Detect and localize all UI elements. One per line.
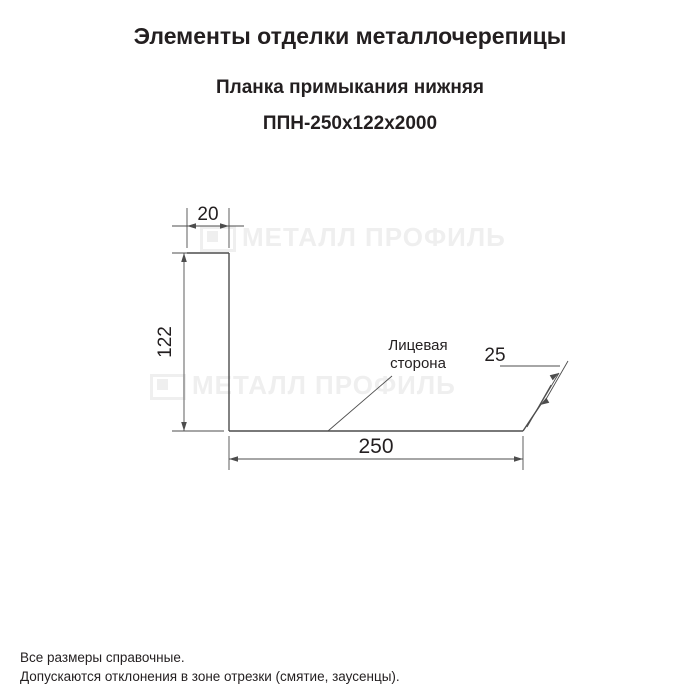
dimension-height bbox=[155, 253, 224, 431]
dimension-value-25: 25 bbox=[484, 345, 506, 366]
dimension-top-flange bbox=[172, 204, 244, 248]
profile-outline bbox=[187, 253, 541, 431]
technical-drawing bbox=[0, 180, 700, 520]
dimension-lip bbox=[484, 345, 568, 427]
dimension-value-250: 250 bbox=[358, 435, 394, 458]
drawing-svg bbox=[0, 180, 700, 520]
page-title: Элементы отделки металлочерепицы bbox=[133, 23, 567, 49]
watermark-text: МЕТАЛЛ ПРОФИЛЬ bbox=[192, 370, 456, 400]
footer-line-1: Все размеры справочные. bbox=[20, 650, 185, 665]
product-code: ППН-250х122х2000 bbox=[262, 113, 438, 134]
dimension-width bbox=[229, 435, 523, 470]
dimension-value-20: 20 bbox=[197, 204, 219, 225]
annotation-line2: сторона bbox=[390, 355, 446, 372]
watermark-text: МЕТАЛЛ ПРОФИЛЬ bbox=[242, 222, 506, 252]
footer-notes bbox=[20, 648, 400, 686]
annotation-face-side bbox=[328, 337, 448, 431]
annotation-line1: Лицевая bbox=[388, 337, 448, 354]
title-block bbox=[0, 22, 700, 136]
product-name: Планка примыкания нижняя bbox=[215, 77, 485, 98]
footer-line-2: Допускаются отклонения в зоне отрезки (смятие, заусенцы). bbox=[20, 669, 400, 684]
dimension-value-122: 122 bbox=[155, 326, 176, 358]
